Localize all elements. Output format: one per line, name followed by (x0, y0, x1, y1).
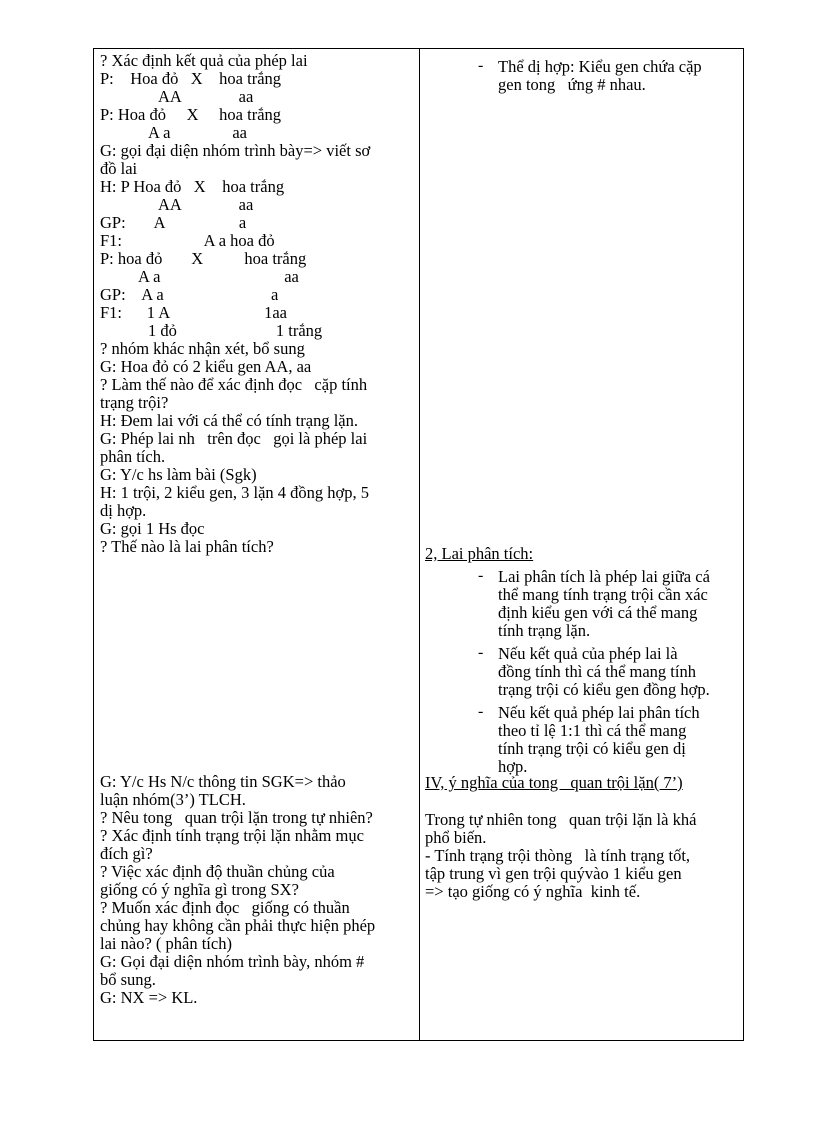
text-line: ? Việc xác định độ thuần chủng của (100, 862, 335, 881)
text-line: H: P Hoa đỏ X hoa trắng (100, 177, 285, 196)
text-line: đồng tính thì cá thể mang tính (498, 662, 696, 681)
text-line: trạng trội có kiểu gen đồng hợp. (498, 680, 710, 699)
text-line: định kiểu gen với cá thể mang (498, 603, 698, 622)
text-line: P: Hoa đỏ X hoa trắng (100, 69, 282, 88)
bullet-dash: - (478, 644, 484, 661)
text-line: GP: A a (100, 213, 247, 232)
text-line: lai nào? ( phân tích) (100, 934, 232, 953)
text-line: đồ lai (100, 159, 138, 178)
text-line: Trong tự nhiên tong quan trội lặn là khá (425, 810, 697, 829)
text-line: hợp. (498, 757, 528, 776)
text-line: G: Phép lai nh trên đọc gọi là phép lai (100, 429, 368, 448)
text-line: tính trạng trội có kiểu gen dị (498, 739, 686, 758)
text-line: G: Y/c hs làm bài (Sgk) (100, 465, 257, 484)
text-line: G: gọi 1 Hs đọc (100, 519, 205, 538)
text-line: Nếu kết quả phép lai phân tích (498, 703, 700, 722)
text-line: ? Thế nào là lai phân tích? (100, 537, 274, 556)
text-line: G: Hoa đỏ có 2 kiểu gen AA, aa (100, 357, 312, 376)
text-line: A a aa (138, 267, 299, 286)
text-line: dị hợp. (100, 501, 147, 520)
text-line: F1: 1 A 1aa (100, 303, 288, 322)
bullet-dash: - (478, 57, 484, 74)
text-line: trạng trội? (100, 393, 169, 412)
section-heading: IV, ý nghĩa của tong quan trội lặn( 7’) (425, 773, 683, 792)
text-line: Lai phân tích là phép lai giữa cá (498, 567, 710, 586)
text-line: tập trung vì gen trội quývào 1 kiểu gen (425, 864, 682, 883)
text-line: G: Y/c Hs N/c thông tin SGK=> thảo (100, 772, 346, 791)
text-line: tính trạng lặn. (498, 621, 591, 640)
bullet-dash: - (478, 703, 484, 720)
section-heading: 2, Lai phân tích: (425, 544, 534, 563)
text-line: 1 đỏ 1 trắng (148, 321, 323, 340)
text-line: P: Hoa đỏ X hoa trắng (100, 105, 282, 124)
text-line: - Tính trạng trội thòng là tính trạng tốt, (425, 846, 691, 865)
text-line: ? Nêu tong quan trội lặn trong tự nhiên? (100, 808, 373, 827)
text-line: ? Xác định tính trạng trội lặn nhằm mục (100, 826, 364, 845)
text-line: ? Xác định kết quả của phép lai (100, 51, 308, 70)
text-line: theo tỉ lệ 1:1 thì cá thể mang (498, 721, 687, 740)
text-line: P: hoa đỏ X hoa trắng (100, 249, 307, 268)
text-line: G: Gọi đại diện nhóm trình bày, nhóm # (100, 952, 365, 971)
text-line: thể mang tính trạng trội cần xác (498, 585, 708, 604)
text-line: ? Làm thế nào để xác định đọc cặp tính (100, 375, 368, 394)
text-line: H: Đem lai với cá thể có tính trạng lặn. (100, 411, 358, 430)
text-line: AA aa (158, 195, 254, 214)
text-line: phổ biến. (425, 828, 487, 847)
text-line: G: gọi đại diện nhóm trình bày=> viết sơ (100, 141, 371, 160)
text-line: đích gì? (100, 844, 153, 863)
text-line: giống có ý nghĩa gì trong SX? (100, 880, 299, 899)
text-line: ? Muốn xác định đọc giống có thuần (100, 898, 350, 917)
column-divider (419, 49, 420, 1040)
text-line: => tạo giống có ý nghĩa kinh tế. (425, 882, 641, 901)
text-line: A a aa (148, 123, 247, 142)
text-line: G: NX => KL. (100, 988, 198, 1007)
text-line: H: 1 trội, 2 kiểu gen, 3 lặn 4 đồng hợp, 5 (100, 483, 370, 502)
text-line: gen tong ứng # nhau. (498, 75, 646, 94)
text-line: AA aa (158, 87, 254, 106)
text-line: bổ sung. (100, 970, 156, 989)
bullet-dash: - (478, 567, 484, 584)
text-line: Thể dị hợp: Kiểu gen chứa cặp (498, 57, 702, 76)
text-line: ? nhóm khác nhận xét, bổ sung (100, 339, 305, 358)
text-line: GP: A a a (100, 285, 279, 304)
text-line: F1: A a hoa đỏ (100, 231, 275, 250)
text-line: phân tích. (100, 447, 166, 466)
text-line: luận nhóm(3’) TLCH. (100, 790, 246, 809)
text-line: chủng hay không cần phải thực hiện phép (100, 916, 376, 935)
text-line: Nếu kết quả của phép lai là (498, 644, 678, 663)
